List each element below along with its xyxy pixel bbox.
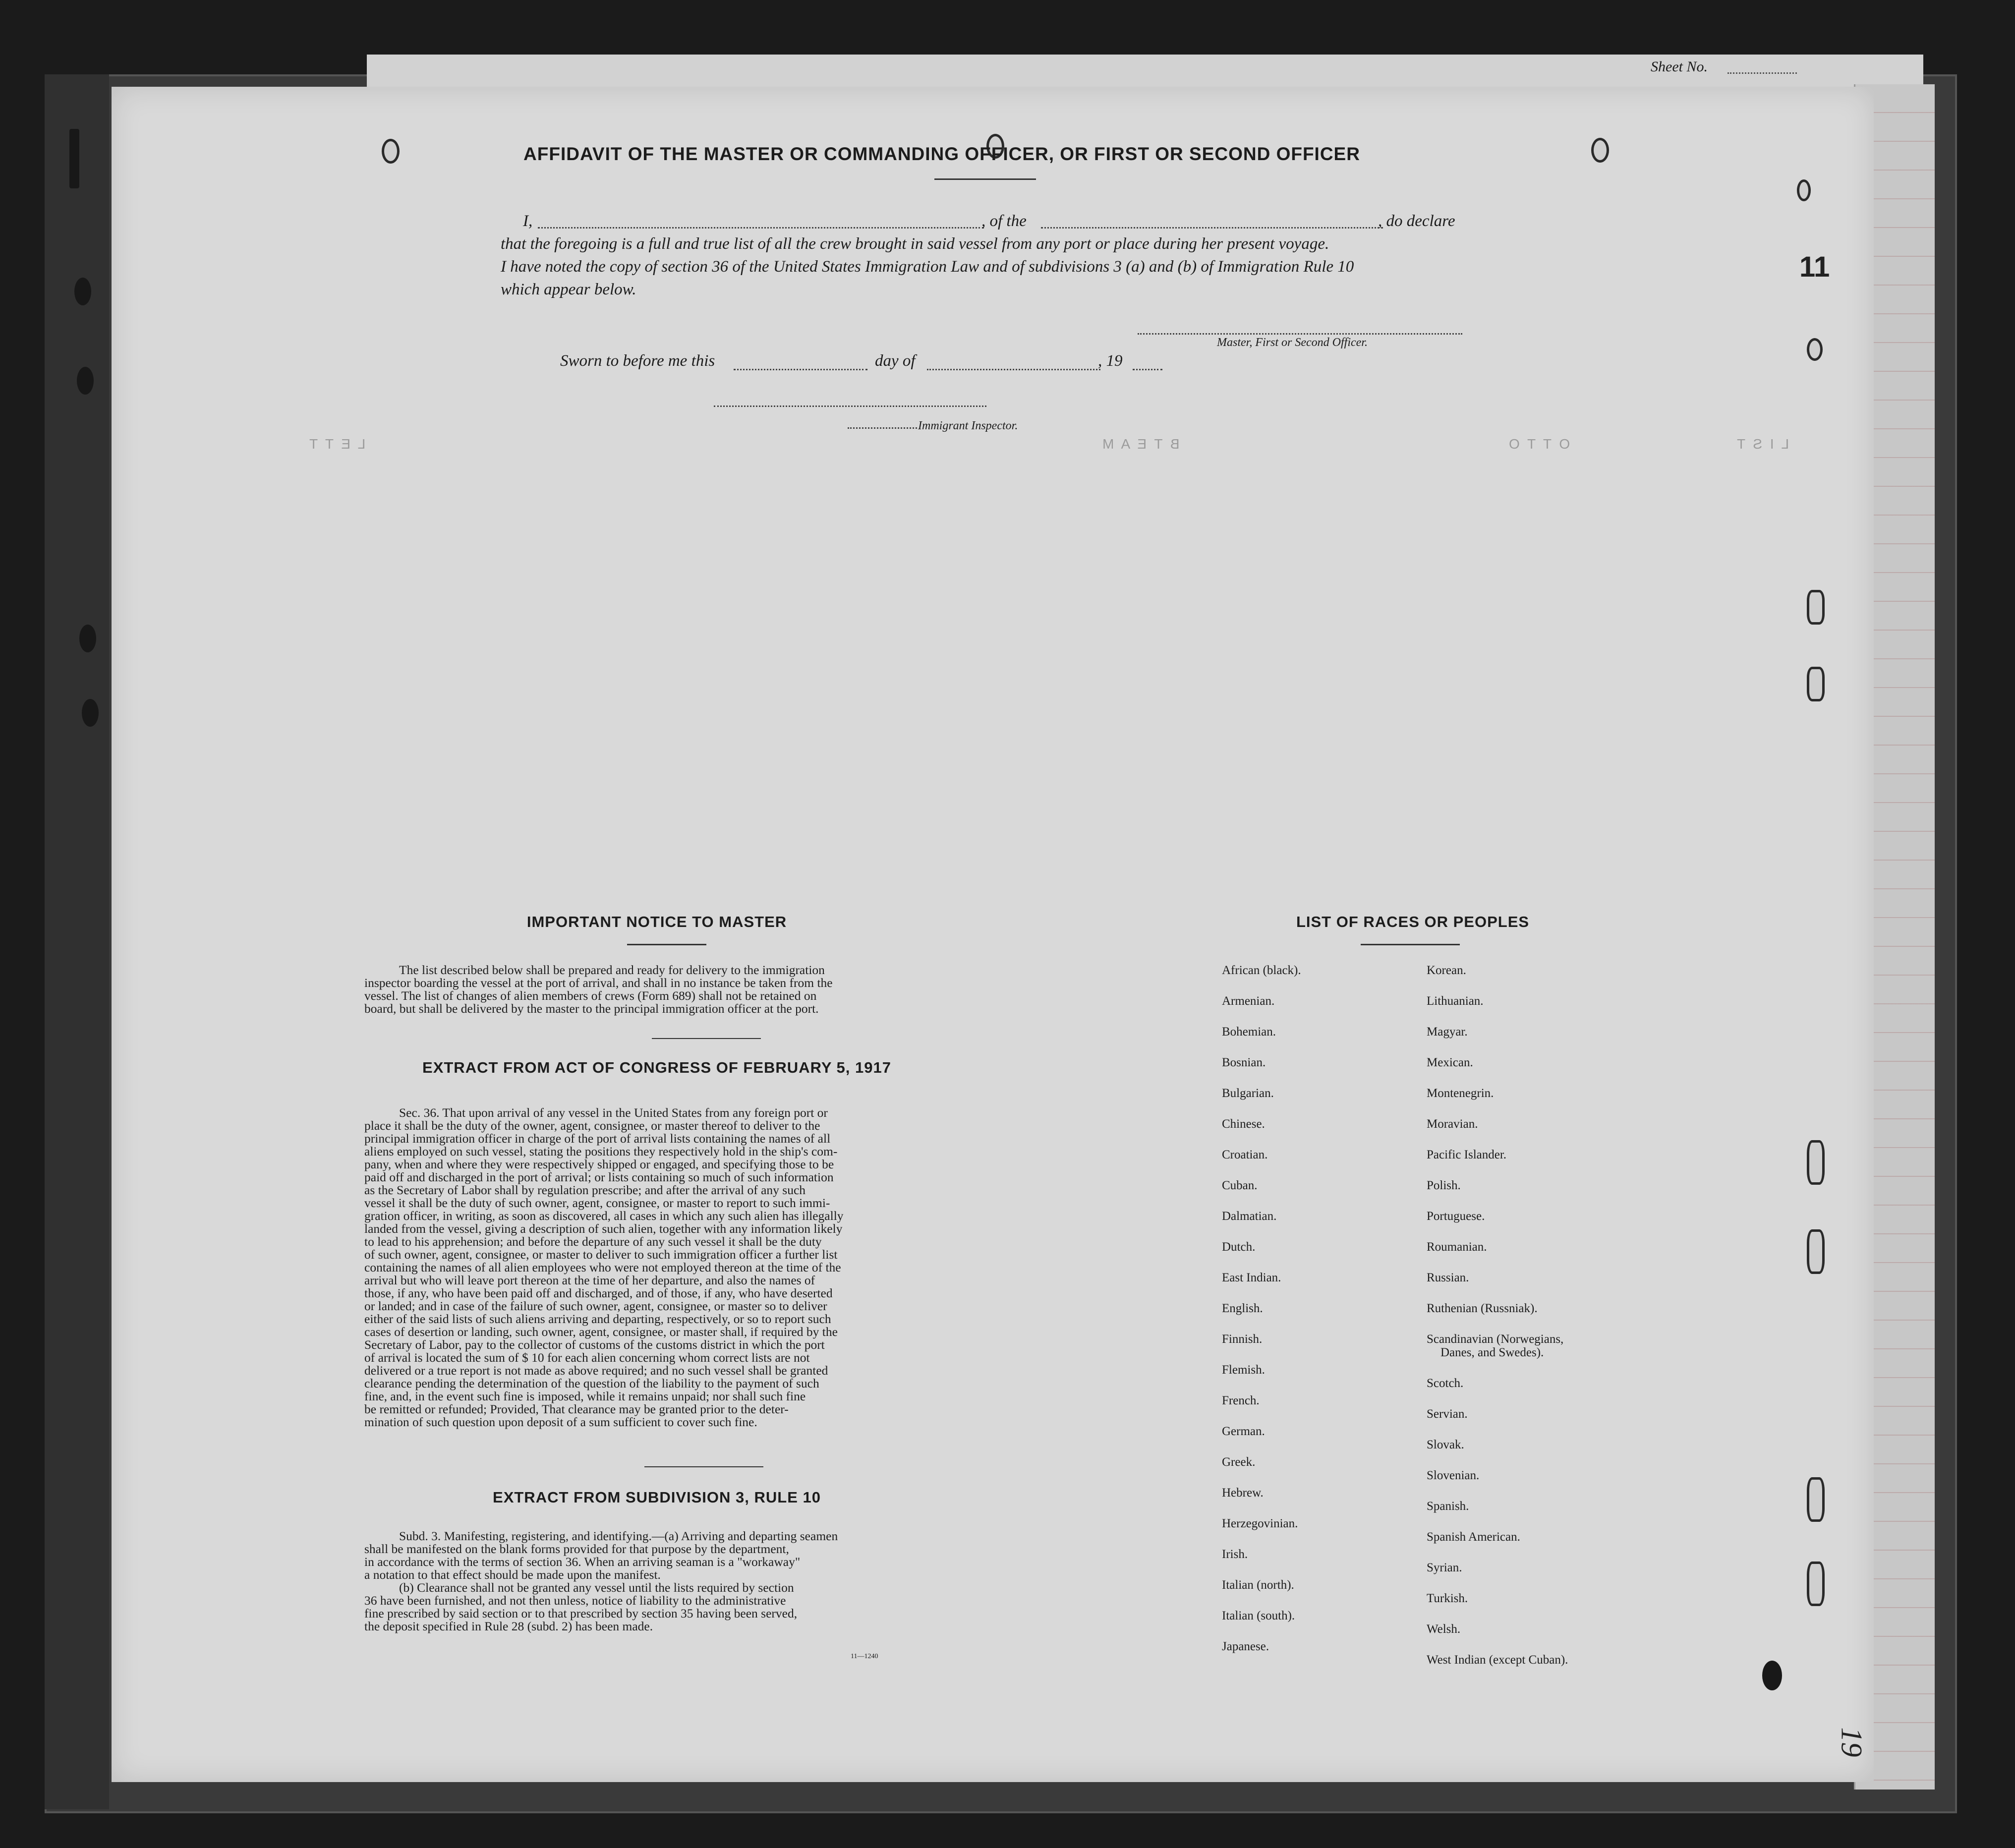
act-line: cases of desertion or landing, such owner, agent, consignee, or master shall, if required by the (364, 1325, 838, 1339)
act-line: gration officer, in writing, as soon as discovered, all cases in which any such alien has illegally (364, 1209, 844, 1223)
sheet-no-field (1727, 72, 1797, 74)
race-entry: German. (1222, 1425, 1265, 1438)
race-entry: Syrian. (1427, 1561, 1462, 1574)
race-entry: Japanese. (1222, 1640, 1269, 1653)
notice-line: The list described below shall be prepared and ready for delivery to the immigration (399, 963, 825, 977)
notice-line: board, but shall be delivered by the master to the principal immigration officer at the port. (364, 1001, 819, 1016)
day-of-label: day of (875, 352, 916, 370)
punch-hole (1807, 590, 1825, 625)
notice-title: IMPORTANT NOTICE TO MASTER (526, 913, 787, 930)
affidavit-declare-label: , do declare (1378, 212, 1455, 230)
section-divider (644, 1466, 763, 1467)
race-entry: Dutch. (1222, 1240, 1256, 1254)
rule-line: the deposit specified in Rule 28 (subd. 2) has been made. (364, 1619, 653, 1633)
year-label: , 19 (1098, 352, 1123, 370)
rule-line: shall be manifested on the blank forms provided for that purpose by the department, (364, 1542, 789, 1556)
race-entry: Irish. (1222, 1548, 1248, 1561)
race-entry: Servian. (1427, 1407, 1468, 1421)
act-line: mination of such question upon deposit of a sum sufficient to cover such fine. (364, 1415, 757, 1429)
race-entry: Turkish. (1427, 1592, 1468, 1605)
notice-paragraph (364, 964, 949, 1015)
title-underline (934, 178, 1036, 180)
act-line: vessel it shall be the duty of such owner, agent, consignee, or master to report to such immi- (364, 1196, 830, 1210)
punch-hole (1807, 1477, 1825, 1522)
act-line: those, if any, who have been paid off and discharged, and of those, if any, who have deserted (364, 1286, 833, 1300)
act-line: landed from the vessel, giving a description of such alien, together with any information likely (364, 1221, 843, 1236)
rule-line: in accordance with the terms of section 36. When an arriving seaman is a "workaway" (364, 1555, 801, 1569)
rule-line: a notation to that effect should be made upon the manifest. (364, 1567, 661, 1582)
affidavit-of-label: , of the (981, 212, 1027, 230)
race-entry: Spanish American. (1427, 1530, 1520, 1544)
inspector-caption: Immigrant Inspector. (918, 419, 1018, 432)
punch-hole (74, 278, 91, 305)
signature-caption: Master, First or Second Officer. (1217, 336, 1368, 349)
act-line: of such owner, agent, consignee, or master to deliver to such immigration officer a further list (364, 1247, 838, 1262)
race-entry: Lithuanian. (1427, 994, 1484, 1008)
race-entry: Hebrew. (1222, 1486, 1264, 1500)
race-entry: Mexican. (1427, 1056, 1473, 1069)
race-entry: Korean. (1427, 964, 1466, 977)
race-entry: Finnish. (1222, 1332, 1263, 1346)
race-entry: Italian (south). (1222, 1609, 1295, 1622)
punch-hole (1762, 1661, 1782, 1690)
punch-hole (79, 625, 96, 652)
race-entry: Moravian. (1427, 1117, 1478, 1131)
race-entry: Armenian. (1222, 994, 1275, 1008)
bleed-through-text: L E T T (307, 436, 366, 452)
punch-hole (1591, 138, 1609, 163)
inspector-signature-field[interactable] (714, 405, 986, 407)
race-entry: African (black). (1222, 964, 1301, 977)
race-entry: Bosnian. (1222, 1056, 1266, 1069)
binder-edge (45, 74, 109, 1809)
race-entry: Russian. (1427, 1271, 1469, 1284)
form-number: 11—1240 (851, 1653, 878, 1660)
inspector-name-field[interactable] (848, 427, 917, 429)
punch-hole (382, 139, 400, 164)
race-entry: East Indian. (1222, 1271, 1281, 1284)
rule-title: EXTRACT FROM SUBDIVISION 3, RULE 10 (493, 1489, 821, 1506)
rule-line: (b) Clearance shall not be granted any vessel until the lists required by section (399, 1580, 794, 1595)
punch-hole (82, 699, 99, 727)
act-line: or landed; and in case of the failure of such owner, agent, consignee, or master so to deliver (364, 1299, 827, 1313)
act-line: as the Secretary of Labor shall by regulation prescribe; and after the arrival of any such (364, 1183, 806, 1197)
act-line: principal immigration officer in charge of the port of arrival lists containing the names of all (364, 1131, 831, 1146)
race-entry: Chinese. (1222, 1117, 1265, 1131)
act-line: clearance pending the determination of the question of the liability to the payment of such (364, 1376, 819, 1390)
races-underline (1361, 944, 1460, 945)
rule-line: Subd. 3. Manifesting, registering, and identifying.—(a) Arriving and departing seamen (399, 1529, 838, 1543)
act-line: Secretary of Labor, pay to the collector of customs of the customs district in which the port (364, 1337, 825, 1352)
race-entry: Bulgarian. (1222, 1087, 1274, 1100)
race-entry: Slovenian. (1427, 1469, 1480, 1482)
race-entry: Montenegrin. (1427, 1087, 1494, 1100)
race-entry: Greek. (1222, 1455, 1256, 1469)
race-entry: Slovak. (1427, 1438, 1464, 1451)
act-section-36-text (364, 1106, 949, 1429)
punch-hole (1807, 338, 1823, 361)
sworn-month-field[interactable] (927, 369, 1100, 370)
race-entry: Spanish. (1427, 1500, 1469, 1513)
sworn-label: Sworn to before me this (560, 352, 715, 370)
punch-hole (77, 367, 94, 395)
affidavit-title: AFFIDAVIT OF THE MASTER OR COMMANDING OFFICER, OR FIRST OR SECOND OFFICER (523, 144, 1360, 164)
sheet-number-mark: 11 (1799, 251, 1830, 283)
race-entry: English. (1222, 1302, 1263, 1315)
act-line: be remitted or refunded; Provided, That clearance may be granted prior to the deter- (364, 1402, 789, 1416)
handwritten-page-mark: 19 (1835, 1727, 1868, 1757)
act-line: paid off and discharged in the port of arrival; or lists containing so much of such information (364, 1170, 834, 1184)
punch-hole (1807, 1140, 1825, 1185)
race-entry: Ruthenian (Russniak). (1427, 1302, 1538, 1315)
punch-hole (1807, 1229, 1825, 1274)
act-line: either of the said lists of such aliens arriving and departing, respectively, or so to report such (364, 1312, 831, 1326)
race-entry: Cuban. (1222, 1179, 1258, 1192)
act-line: to lead to his apprehension; and before the departure of any such vessel it shall be the duty (364, 1234, 822, 1249)
punch-hole (1797, 179, 1811, 201)
race-entry: Welsh. (1427, 1622, 1461, 1636)
act-title: EXTRACT FROM ACT OF CONGRESS OF FEBRUARY 5, 1917 (422, 1059, 891, 1076)
race-entry: Pacific Islander. (1427, 1148, 1507, 1161)
race-entry: Portuguese. (1427, 1210, 1485, 1223)
affidavit-i-label: I, (523, 212, 533, 230)
manifest-page (112, 87, 1874, 1782)
sworn-year-field[interactable] (1133, 369, 1162, 370)
rule-line: 36 have been furnished, and not then unless, notice of liability to the administrative (364, 1593, 786, 1608)
races-title: LIST OF RACES OR PEOPLES (1296, 913, 1530, 930)
race-entry: French. (1222, 1394, 1260, 1407)
race-entry: Herzegovinian. (1222, 1517, 1298, 1530)
notice-underline (627, 944, 706, 945)
race-entry: Scotch. (1427, 1377, 1464, 1390)
race-entry: Bohemian. (1222, 1025, 1276, 1039)
officer-signature-field[interactable] (1138, 333, 1462, 335)
punch-hole (1807, 1561, 1825, 1606)
act-line: place it shall be the duty of the owner, agent, consignee, or master thereof to deliver to the (364, 1118, 820, 1133)
affidavit-text-line: I have noted the copy of section 36 of the United States Immigration Law and of subdivisions 3 (a) and (b) of Immigration Rule 10 (501, 258, 1354, 276)
notice-line: vessel. The list of changes of alien members of crews (Form 689) shall not be retained on (364, 988, 817, 1003)
bleed-through-text: B T E A M (1100, 436, 1180, 452)
race-entry: West Indian (except Cuban). (1427, 1653, 1568, 1667)
affidavit-text-line: which appear below. (501, 281, 636, 298)
act-line: aliens employed on such vessel, stating the positions they respectively hold in the ship's com- (364, 1144, 838, 1158)
act-line: arrival but who will leave port thereon at the time of her departure, and also the names of (364, 1273, 815, 1287)
binder-tab (69, 129, 79, 188)
race-entry: Roumanian. (1427, 1240, 1487, 1254)
race-entry: Polish. (1427, 1179, 1461, 1192)
punch-hole (1807, 667, 1825, 701)
act-line: fine, and, in the event such fine is imposed, while it remains unpaid; nor shall such fine (364, 1389, 806, 1403)
race-entry: Magyar. (1427, 1025, 1468, 1039)
act-line: containing the names of all alien employees who were not employed thereon at the time of the (364, 1260, 841, 1274)
race-entry: Italian (north). (1222, 1578, 1294, 1592)
vessel-name-field[interactable] (1041, 227, 1383, 229)
act-line: of arrival is located the sum of $ 10 for each alien concerning whom correct lists are not (364, 1350, 810, 1365)
race-entry: Dalmatian. (1222, 1210, 1277, 1223)
notice-line: inspector boarding the vessel at the port of arrival, and shall in no instance be taken from the (364, 976, 833, 990)
sworn-day-field[interactable] (734, 369, 867, 370)
officer-name-field[interactable] (538, 227, 984, 229)
act-line: Sec. 36. That upon arrival of any vessel in the United States from any foreign port or (399, 1105, 828, 1120)
race-entry: Flemish. (1222, 1363, 1265, 1377)
rule-line: fine prescribed by said section or to that prescribed by section 35 having been served, (364, 1606, 798, 1620)
sheet-no-label: Sheet No. (1651, 58, 1708, 75)
bleed-through-text: O T T O (1507, 436, 1570, 452)
race-entry: Croatian. (1222, 1148, 1268, 1161)
act-line: delivered or a true report is not made as above required; and no such vessel shall be granted (364, 1363, 828, 1378)
section-divider (652, 1038, 761, 1039)
race-entry: Danes, and Swedes). (1440, 1346, 1544, 1359)
affidavit-text-line: that the foregoing is a full and true list of all the crew brought in said vessel from any port or place during her present voyage. (501, 235, 1329, 253)
bleed-through-text: L I S T (1735, 436, 1789, 452)
rule-10-text (364, 1530, 949, 1633)
race-entry: Scandinavian (Norwegians, (1427, 1332, 1564, 1346)
act-line: pany, when and where they were respectively shipped or engaged, and specifying those to be (364, 1157, 834, 1171)
